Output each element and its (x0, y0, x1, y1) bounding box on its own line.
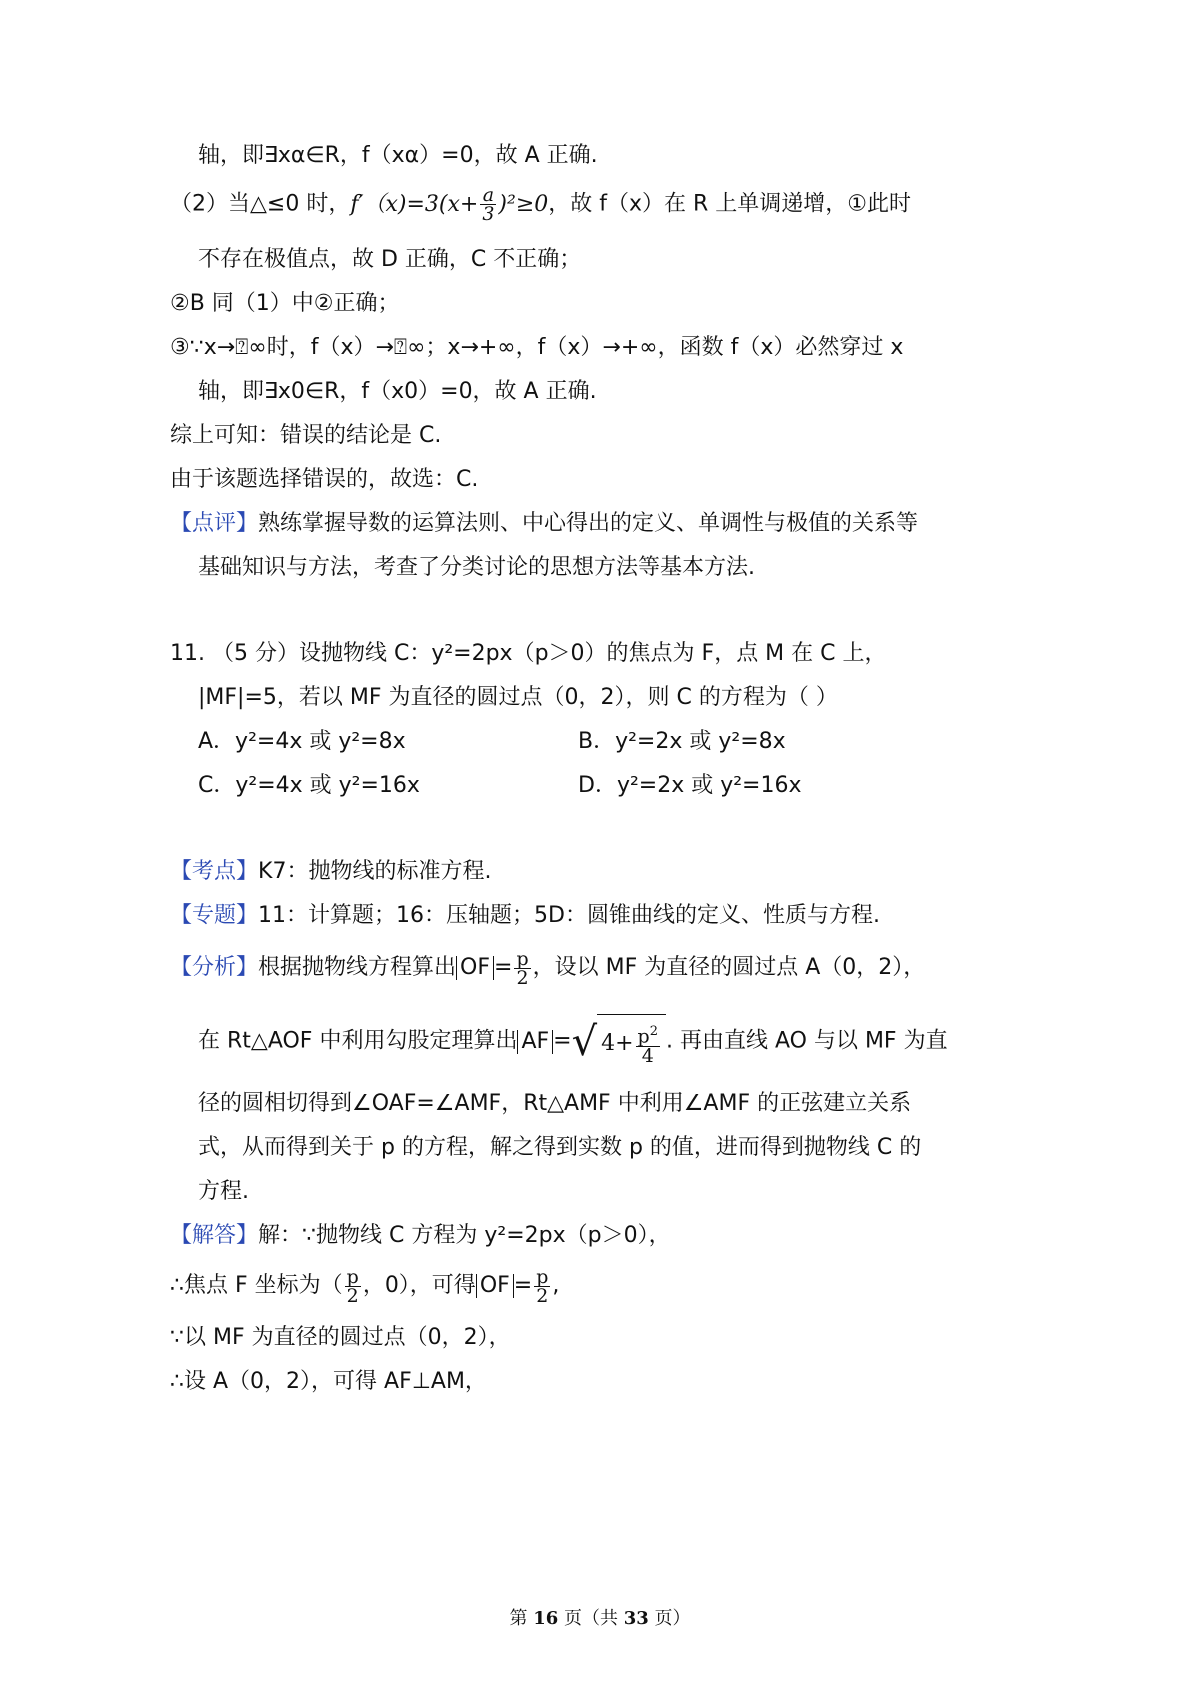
fenxi-line-2: 在 Rt△AOF 中利用勾股定理算出 AF =√ 4+ $\frac{p^2}{4}$ . 再由直线 AO 与以 MF 为直 (198, 1014, 948, 1064)
section-tag: 【分析】 (170, 955, 259, 980)
text-span: ，故 f（x）在 R 上单调递增，①此时 (548, 191, 912, 217)
text-line: 径的圆相切得到∠OAF=∠AMF，Rt△AMF 中利用∠AMF 的正弦建立关系 (198, 1091, 912, 1116)
text-line-case-2 (170, 184, 912, 225)
text-line: 综上可知：错误的结论是 C. (170, 423, 442, 448)
text-line: 由于该题选择错误的，故选：C. (170, 467, 479, 492)
page-footer: 第 16 页（共 33 页） (509, 1608, 691, 1629)
derivative-formula: f′（x)=3(x+ $\frac{a}{3}$ )²≥0 (350, 184, 549, 225)
option-a: A．y²=4x 或 y²=8x (198, 729, 406, 754)
square-root: √ 4+ $\frac{p^2}{4}$ (572, 1014, 666, 1069)
option-d: D．y²=2x 或 y²=16x (578, 773, 802, 798)
fraction-p-over-2: $\frac{p}{2}$ (536, 1265, 549, 1307)
option-c: C．y²=4x 或 y²=16x (198, 773, 420, 798)
text-line: ②B 同（1）中②正确； (170, 291, 400, 316)
absolute-value: AF (517, 1030, 553, 1054)
jieda-line-2: ∴焦点 F 坐标为（ $\frac{p}{2}$ ，0），可得 OF = $\frac{p}{2}$ , (170, 1265, 560, 1307)
text-line: 不存在极值点，故 D 正确，C 不正确； (198, 247, 582, 272)
zhuanti-line (170, 900, 880, 932)
text-line: 式，从而得到关于 p 的方程，解之得到实数 p 的值，进而得到抛物线 C 的 (198, 1135, 922, 1160)
text-line: 轴，即∃xα∈R，f（xα）=0，故 A 正确. (198, 143, 598, 168)
text-line: 方程. (198, 1179, 249, 1204)
section-tag: 【点评】 (170, 511, 259, 536)
fraction: $\frac{a}{3}$ (482, 184, 495, 225)
text-span: 解：∵抛物线 C 方程为 y²=2px（p＞0）， (258, 1223, 671, 1248)
question-stem: 11. （5 分）设抛物线 C：y²=2px（p＞0）的焦点为 F，点 M 在 C 上， (170, 641, 887, 666)
page-number: 16 (533, 1608, 559, 1629)
absolute-value: OF (456, 956, 494, 980)
text-span: （2）当△≤0 时， (170, 191, 351, 217)
fraction-p-over-2: $\frac{p}{2}$ (516, 947, 529, 989)
fraction-p-over-2: $\frac{p}{2}$ (346, 1265, 359, 1307)
text-line: ③∵x→⍰∞时，f（x）→⍰∞；x→+∞，f（x）→+∞，函数 f（x）必然穿过 x (170, 335, 904, 360)
comment-line (170, 508, 918, 540)
question-stem: |MF|=5，若以 MF 为直径的圆过点（0，2），则 C 的方程为（ ） (198, 685, 838, 710)
section-tag: 【解答】 (170, 1223, 259, 1248)
page-total: 33 (623, 1608, 649, 1629)
kaodian-line (170, 856, 491, 888)
text-line: 轴，即∃x0∈R，f（x0）=0，故 A 正确. (198, 379, 597, 404)
fraction-p2-over-4: $\frac{p^2}{4}$ (637, 1024, 658, 1067)
jieda-line (170, 1220, 671, 1252)
section-tag: 【考点】 (170, 859, 259, 884)
fenxi-line: 【分析】根据抛物线方程算出 OF = $\frac{p}{2}$ ，设以 MF 为直径的圆过点 A（0，2）， (170, 947, 926, 989)
section-tag: 【专题】 (170, 903, 259, 928)
text-span: 熟练掌握导数的运算法则、中心得出的定义、单调性与极值的关系等 (258, 511, 919, 536)
text-span: K7：抛物线的标准方程. (258, 859, 492, 884)
text-line: 基础知识与方法，考查了分类讨论的思想方法等基本方法. (198, 555, 755, 580)
text-line: ∴设 A（0，2），可得 AF⊥AM， (170, 1369, 487, 1394)
option-b: B．y²=2x 或 y²=8x (578, 729, 786, 754)
text-span: 11：计算题；16：压轴题；5D：圆锥曲线的定义、性质与方程. (258, 903, 880, 928)
text-line: ∵以 MF 为直径的圆过点（0，2）， (170, 1325, 511, 1350)
absolute-value: OF (476, 1274, 514, 1298)
